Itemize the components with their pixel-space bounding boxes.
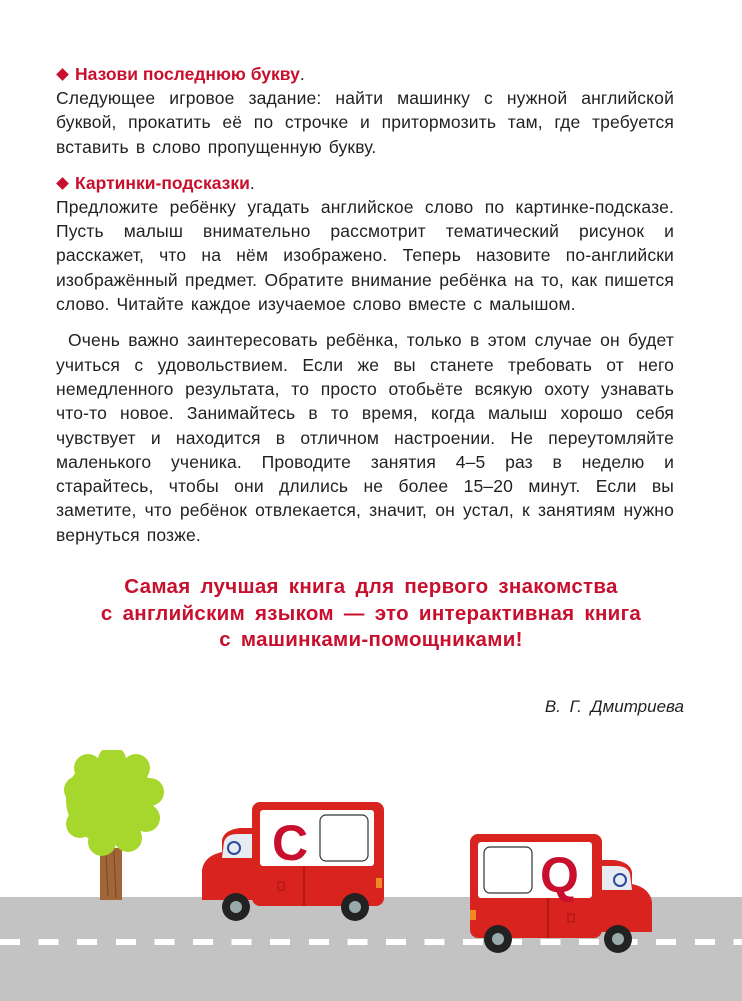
- heading-text: Назови последнюю букву: [75, 64, 300, 84]
- slogan-line: Самая лучшая книга для первого знакомства: [124, 575, 618, 598]
- empty-letter-slot: [484, 847, 532, 893]
- tree-icon: [58, 750, 168, 900]
- section-heading: Назови последнюю букву.: [56, 62, 674, 86]
- truck-letter: Q: [540, 847, 579, 903]
- heading-text: Картинки-подсказки: [75, 172, 250, 193]
- truck-letter-q[interactable]: [468, 832, 654, 962]
- empty-letter-slot: [320, 815, 368, 861]
- section-heading: Картинки-подсказки.: [56, 171, 674, 195]
- section-text: Следующее игровое задание: найти машинку с нужной английской буквой, прокатить её по строчке и притормозить там, где требуется вставить в слово пропущенную букву.: [56, 88, 674, 157]
- bullet-diamond-icon: [56, 68, 69, 81]
- truck-letter: C: [272, 815, 309, 871]
- author-signature: В. Г. Дмитриева: [544, 697, 684, 716]
- slogan-line: с машинками-помощниками!: [219, 628, 523, 651]
- slogan-line: с английским языком — это интерактивная книга: [100, 601, 642, 625]
- slogan: [40, 574, 702, 654]
- section-text: Предложите ребёнку угадать английское слово по картинке-подсказе. Пусть малыш внимательно рассмотрит тематический рисунок и расскажет, что на нём изображено. Теперь назовите по-английски изображённый предмет. Обратите внимание ребёнка на то, как пишется слово. Читайте каждое изучаемое слово вместе с малышом.: [56, 196, 674, 315]
- bullet-diamond-icon: [56, 177, 69, 190]
- advice-paragraph: Очень важно заинтересовать ребёнка, только в этом случае он будет учиться с удовольствием. Если же вы станете требовать от него немедленного результата, то просто отобьёте всякую охоту узнавать что-то новое. Занимайтесь в то время, когда малыш хорошо себя чувствует и находится в отличном настроении. Не переутомляйте маленького ученика. Проводите занятия 4–5 раз в неделю и старайтесь, чтобы они длились не более 15–20 минут. Если вы заметите, что ребёнок отвлекается, значит, он устал, к занятиям нужно вернуться позже.: [56, 330, 674, 545]
- truck-letter-c[interactable]: [200, 800, 386, 930]
- text-body: [56, 62, 674, 547]
